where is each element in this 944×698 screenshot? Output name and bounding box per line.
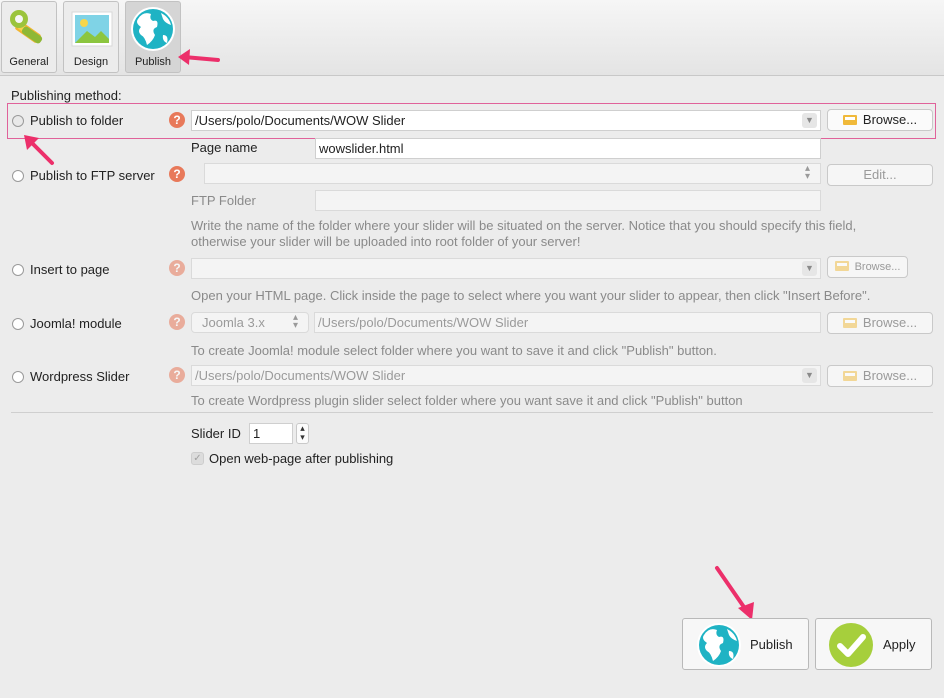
joomla-hint: To create Joomla! module select folder where you want to save it and click "Publish" button. (191, 343, 717, 358)
ftp-server-select[interactable] (204, 163, 821, 184)
tab-design-label: Design (73, 56, 109, 68)
help-icon[interactable]: ? (169, 314, 185, 330)
open-webpage-checkbox[interactable]: ✓ (191, 452, 204, 465)
joomla-path-field[interactable]: /Users/polo/Documents/WOW Slider (314, 312, 821, 333)
help-icon[interactable]: ? (169, 260, 185, 276)
publishing-method-label: Publishing method: (11, 88, 122, 103)
insert-hint: Open your HTML page. Click inside the page to select where you want your slider to appear, then click "Insert Before". (191, 288, 871, 303)
insert-page-field[interactable] (191, 258, 821, 279)
radio-publish-to-folder[interactable] (12, 115, 24, 127)
joomla-browse-button[interactable] (827, 312, 933, 334)
joomla-module-label: Joomla! module (30, 316, 122, 331)
slider-id-field[interactable]: 1 (249, 423, 293, 444)
ftp-hint-line1: Write the name of the folder where your slider will be situated on the server. Notice that you should specify this field, (191, 218, 857, 233)
slider-id-stepper[interactable]: ▴ ▾ (296, 423, 309, 444)
radio-insert-to-page[interactable] (12, 264, 24, 276)
browse-folder-button[interactable] (827, 109, 933, 131)
wordpress-hint: To create Wordpress plugin slider select folder where you want save it and click "Publish" button (191, 393, 743, 408)
folder-icon (843, 371, 857, 381)
radio-wordpress-slider[interactable] (12, 371, 24, 383)
updown-icon: ▴ ▾ (805, 163, 811, 182)
chevron-down-icon[interactable]: ▼ (802, 368, 817, 383)
image-icon (69, 5, 115, 55)
wordpress-slider-label: Wordpress Slider (30, 369, 130, 384)
wordpress-browse-button[interactable] (827, 365, 933, 387)
insert-to-page-label: Insert to page (30, 262, 110, 277)
open-webpage-label: Open web-page after publishing (209, 451, 394, 466)
help-icon[interactable]: ? (169, 166, 185, 182)
radio-publish-to-ftp[interactable] (12, 170, 24, 182)
folder-icon (843, 318, 857, 328)
publish-button[interactable] (682, 618, 809, 670)
folder-path-field[interactable]: /Users/polo/Documents/WOW Slider (191, 110, 821, 131)
ftp-folder-label: FTP Folder (191, 193, 256, 208)
help-icon[interactable]: ? (169, 367, 185, 383)
joomla-version-select[interactable]: Joomla 3.x (191, 312, 309, 333)
tab-design[interactable] (63, 1, 119, 73)
apply-button-label: Apply (883, 637, 916, 652)
annotation-arrow-icon (712, 564, 756, 624)
publish-to-folder-label: Publish to folder (30, 113, 124, 128)
wordpress-browse-label: Browse... (862, 368, 918, 383)
folder-icon (843, 115, 857, 125)
ftp-folder-field[interactable] (315, 190, 821, 211)
checkmark-icon (828, 622, 874, 668)
tab-publish[interactable] (125, 1, 181, 73)
divider (11, 412, 933, 413)
browse-folder-label: Browse... (862, 112, 918, 127)
tab-general[interactable] (1, 1, 57, 73)
wrench-icon (7, 5, 53, 55)
chevron-down-icon[interactable]: ▼ (802, 113, 817, 128)
insert-browse-button[interactable] (827, 256, 908, 278)
globe-icon (129, 5, 177, 55)
wordpress-path-field[interactable]: /Users/polo/Documents/WOW Slider (191, 365, 821, 386)
ftp-edit-button[interactable]: Edit... (827, 164, 933, 186)
apply-button[interactable] (815, 618, 932, 670)
publish-to-ftp-label: Publish to FTP server (30, 168, 155, 183)
slider-id-label: Slider ID (191, 426, 241, 441)
radio-joomla-module[interactable] (12, 318, 24, 330)
updown-icon: ▴ ▾ (293, 312, 299, 331)
page-name-field[interactable]: wowslider.html (315, 138, 821, 159)
globe-icon (695, 621, 743, 669)
insert-browse-label: Browse... (854, 261, 901, 273)
help-icon[interactable]: ? (169, 112, 185, 128)
page-name-label: Page name (191, 140, 258, 155)
publish-button-label: Publish (750, 637, 793, 652)
folder-icon (835, 261, 849, 271)
joomla-browse-label: Browse... (862, 315, 918, 330)
tab-general-label: General (9, 56, 49, 68)
ftp-hint-line2: otherwise your slider will be uploaded into root folder of your server! (191, 234, 581, 249)
chevron-down-icon[interactable]: ▼ (802, 261, 817, 276)
tab-publish-label: Publish (134, 56, 172, 68)
